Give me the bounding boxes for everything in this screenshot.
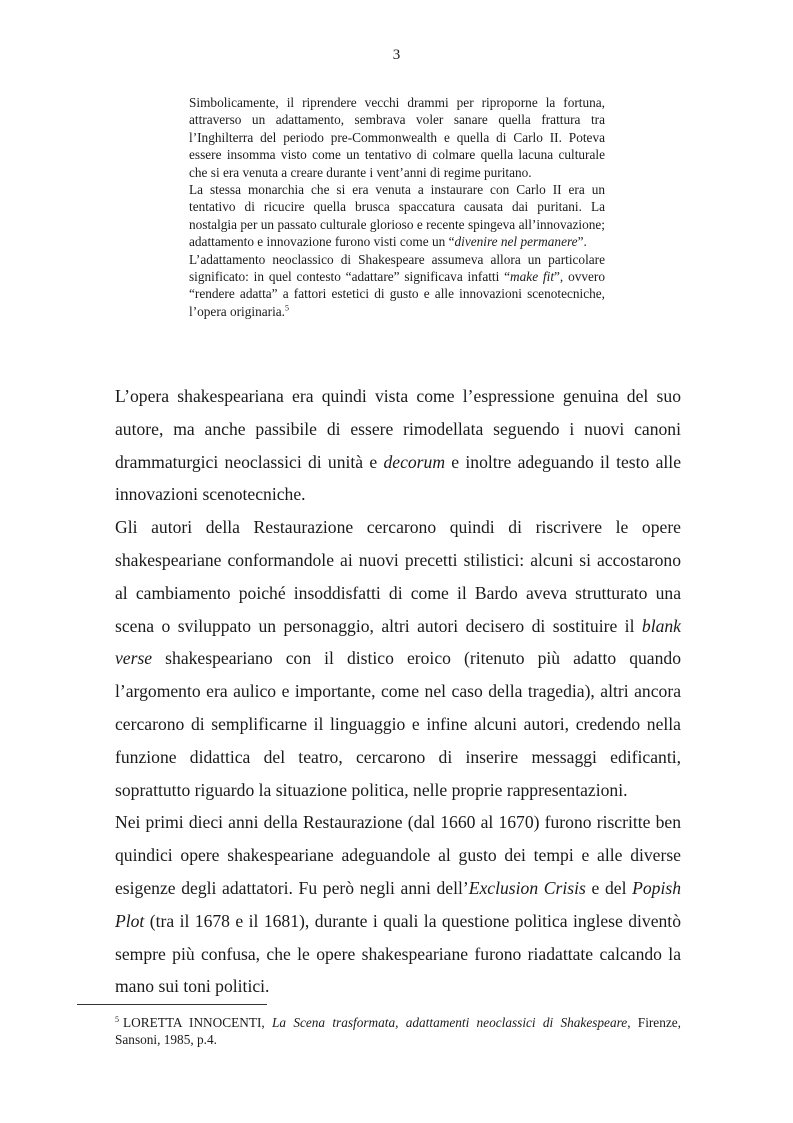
body-text [115,380,681,1003]
body-emphasis: Popish Plot [115,877,681,931]
body-emphasis: blank verse [115,615,681,669]
page-number: 3 [392,47,401,63]
quote-paragraph [189,94,605,181]
footnote-divider [77,1004,267,1005]
quote-text: ”, ovvero “rendere adatta” a fattori estetici di gusto e alle innovazioni scenotecniche, l’opera originaria. [189,269,605,319]
footnote-title: La Scena trasformata, adattamenti neoclassici di Shakespeare [272,1015,628,1030]
body-sentence: Gli autori della Restaurazione cercarono quindi di riscrivere le opere shakespeariane conformandole ai nuovi precetti stilistici: alcuni si accostarono al cambiamento poiché insoddisfatti di come il Bardo aveva strutturato una scena o sviluppato un personaggio, altri autori decisero di sostituire il [115,517,681,636]
quote-text: ”. [577,234,587,250]
quote-text: La stessa monarchia che si era venuta a instaurare con Carlo II era un tentativo di ricucire quella brusca spaccatura causata dai puritani. La nostalgia per un passato culturale glorioso e recente spingeva all’innovazione; adattamento e innovazione furono visti come un “ [189,182,605,250]
quote-emphasis: make fit [510,269,555,285]
body-sentence: shakespeariano con il distico eroico (ritenuto più adatto quando l’argomento era aulico e importante, come nel caso della tragedia), altri ancora cercarono di semplificarne il linguaggio e infine alcuni autori, credendo nella funzione didattica del teatro, cercarono di inserire messaggi edificanti, soprattutto riguardo la situazione politica, nelle proprie rappresentazioni. [115,648,681,800]
quote-paragraph [189,251,605,321]
quote-paragraph [189,181,605,251]
body-emphasis: decorum [383,451,446,472]
body-sentence: Nei primi dieci anni della Restaurazione (dal 1660 al 1670) furono riscritte ben quindici opere shakespeariane adeguandole al gusto dei tempi e alle diverse esigenze degli adattatori. Fu però negli anni dell’ [115,812,681,898]
footnote-reference: 5 [285,303,289,313]
quote-text: Simbolicamente, il riprendere vecchi drammi per riproporne la fortuna, attraverso un adattamento, sembrava voler sanare quella frattura tra l’Inghilterra del periodo pre-Commonwealth e quella di Carlo II. Poteva essere insomma visto come un tentativo di colmare quella lacuna culturale che si era venuta a creare durante i vent’anni di regime puritano. [189,95,605,180]
block-quote [189,94,605,320]
body-paragraph [115,511,681,806]
body-sentence: e inoltre adeguando il testo alle innovazioni scenotecniche. [115,451,681,505]
footnote-publication: , Firenze, Sansoni, 1985, p.4. [115,1015,681,1048]
body-sentence: e del [585,877,633,898]
footnote-number: 5 [115,1014,119,1024]
body-paragraph [115,380,681,511]
body-sentence: L’opera shakespeariana era quindi vista come l’espressione genuina del suo autore, ma anche passibile di essere rimodellata seguendo i nuovi canoni drammaturgici neoclassici di unità e [115,386,681,472]
body-paragraph [115,806,681,1003]
body-sentence: (tra il 1678 e il 1681), durante i quali la questione politica inglese diventò sempre più confusa, che le opere shakespeariane furono riadattate calcando la mano sui toni politici. [115,910,681,997]
body-emphasis: Exclusion Crisis [468,877,586,898]
footnote-author: LORETTA INNOCENTI, [123,1015,273,1030]
footnote [115,1014,681,1049]
quote-emphasis: divenire nel permanere [454,234,578,250]
quote-text: L’adattamento neoclassico di Shakespeare assumeva allora un particolare significato: in quel contesto “adattare” significava infatti “ [189,251,605,285]
